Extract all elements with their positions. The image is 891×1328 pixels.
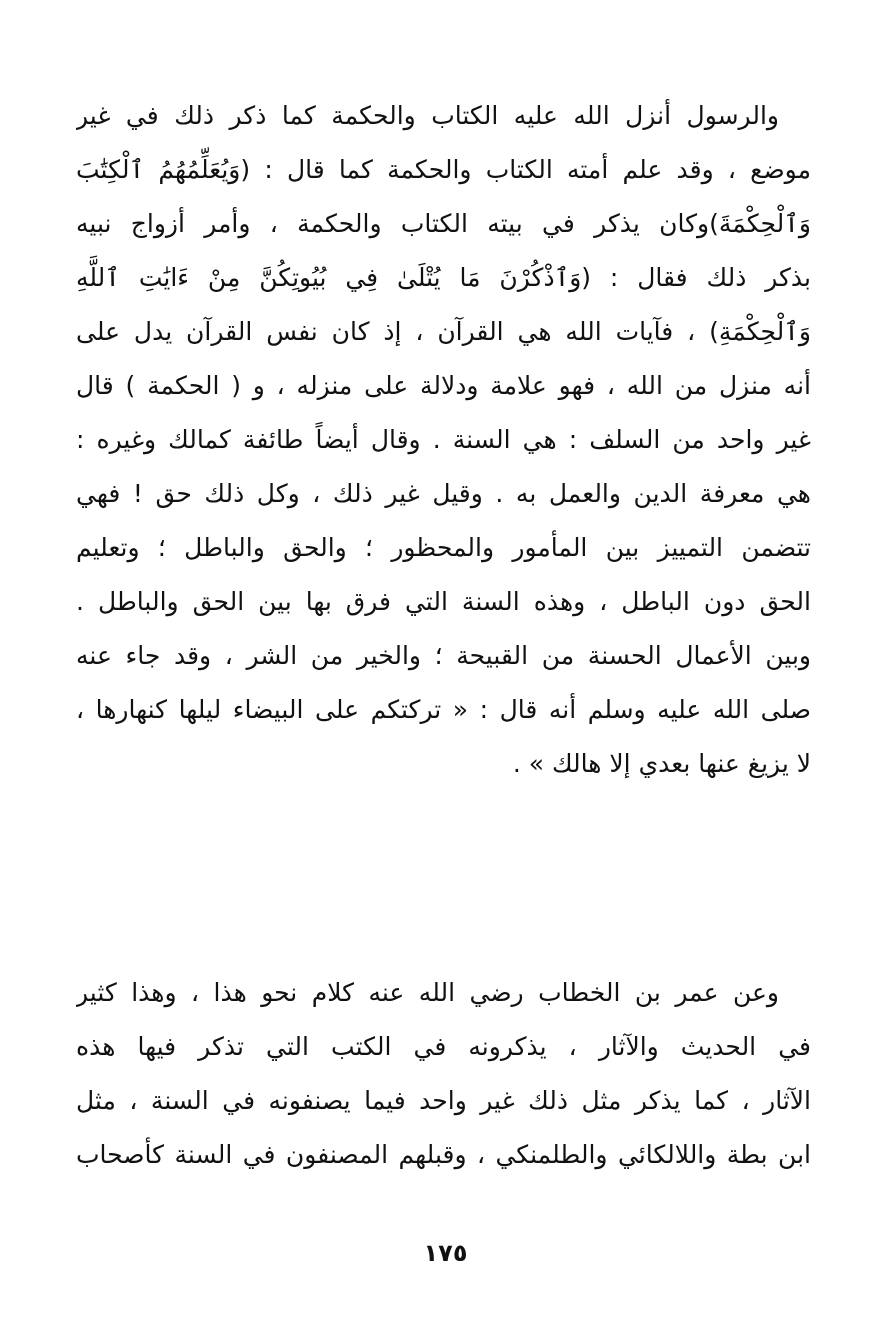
text-line: في الحديث والآثار ، يذكرونه في الكتب التي تذكر فيها هذه bbox=[76, 1032, 811, 1061]
paragraph-2 bbox=[76, 966, 811, 1182]
text-line: لا يزيغ عنها بعدي إلا هالك » . bbox=[512, 749, 811, 778]
text-line: والرسول أنزل الله عليه الكتاب والحكمة كما ذكر ذلك في غير bbox=[76, 101, 779, 130]
text-line: وعن عمر بن الخطاب رضي الله عنه كلام نحو هذا ، وهذا كثير bbox=[76, 978, 779, 1007]
text-line: وَٱلْحِكْمَةَ)وكان يذكر في بيته الكتاب والحكمة ، وأمر أزواج نبيه bbox=[76, 209, 811, 238]
text-line: وبين الأعمال الحسنة من القبيحة ؛ والخير من الشر ، وقد جاء عنه bbox=[76, 641, 811, 670]
text-line: وَٱلْحِكْمَةِ) ، فآيات الله هي القرآن ، إذ كان نفس القرآن يدل على bbox=[76, 317, 811, 346]
text-line: صلى الله عليه وسلم أنه قال : « تركتكم على البيضاء ليلها كنهارها ، bbox=[76, 695, 811, 724]
page-number: ١٧٥ bbox=[423, 1239, 468, 1267]
text-line: أنه منزل من الله ، فهو علامة ودلالة على منزله ، و ( الحكمة ) قال bbox=[76, 371, 811, 400]
text-line: هي معرفة الدين والعمل به . وقيل غير ذلك ، وكل ذلك حق ! فهي bbox=[76, 479, 811, 508]
text-line: ابن بطة واللالكائي والطلمنكي ، وقبلهم المصنفون في السنة كأصحاب bbox=[76, 1140, 811, 1169]
text-line: غير واحد من السلف : هي السنة . وقال أيضاً طائفة كمالك وغيره : bbox=[76, 425, 811, 454]
text-line: تتضمن التمييز بين المأمور والمحظور ؛ والحق والباطل ؛ وتعليم bbox=[76, 533, 811, 562]
text-line: الآثار ، كما يذكر مثل ذلك غير واحد فيما يصنفونه في السنة ، مثل bbox=[76, 1086, 811, 1115]
text-line: موضع ، وقد علم أمته الكتاب والحكمة كما قال : (وَيُعَلِّمُهُمُ ٱلْكِتَٰبَ bbox=[76, 155, 811, 184]
paragraph-1 bbox=[76, 89, 811, 791]
text-line: الحق دون الباطل ، وهذه السنة التي فرق بها بين الحق والباطل . bbox=[76, 587, 811, 616]
text-line: بذكر ذلك فقال : (وَٱذْكُرْنَ مَا يُتْلَىٰ فِي بُيُوتِكُنَّ مِنْ ءَايَٰتِ ٱللَّهِ bbox=[76, 263, 811, 292]
